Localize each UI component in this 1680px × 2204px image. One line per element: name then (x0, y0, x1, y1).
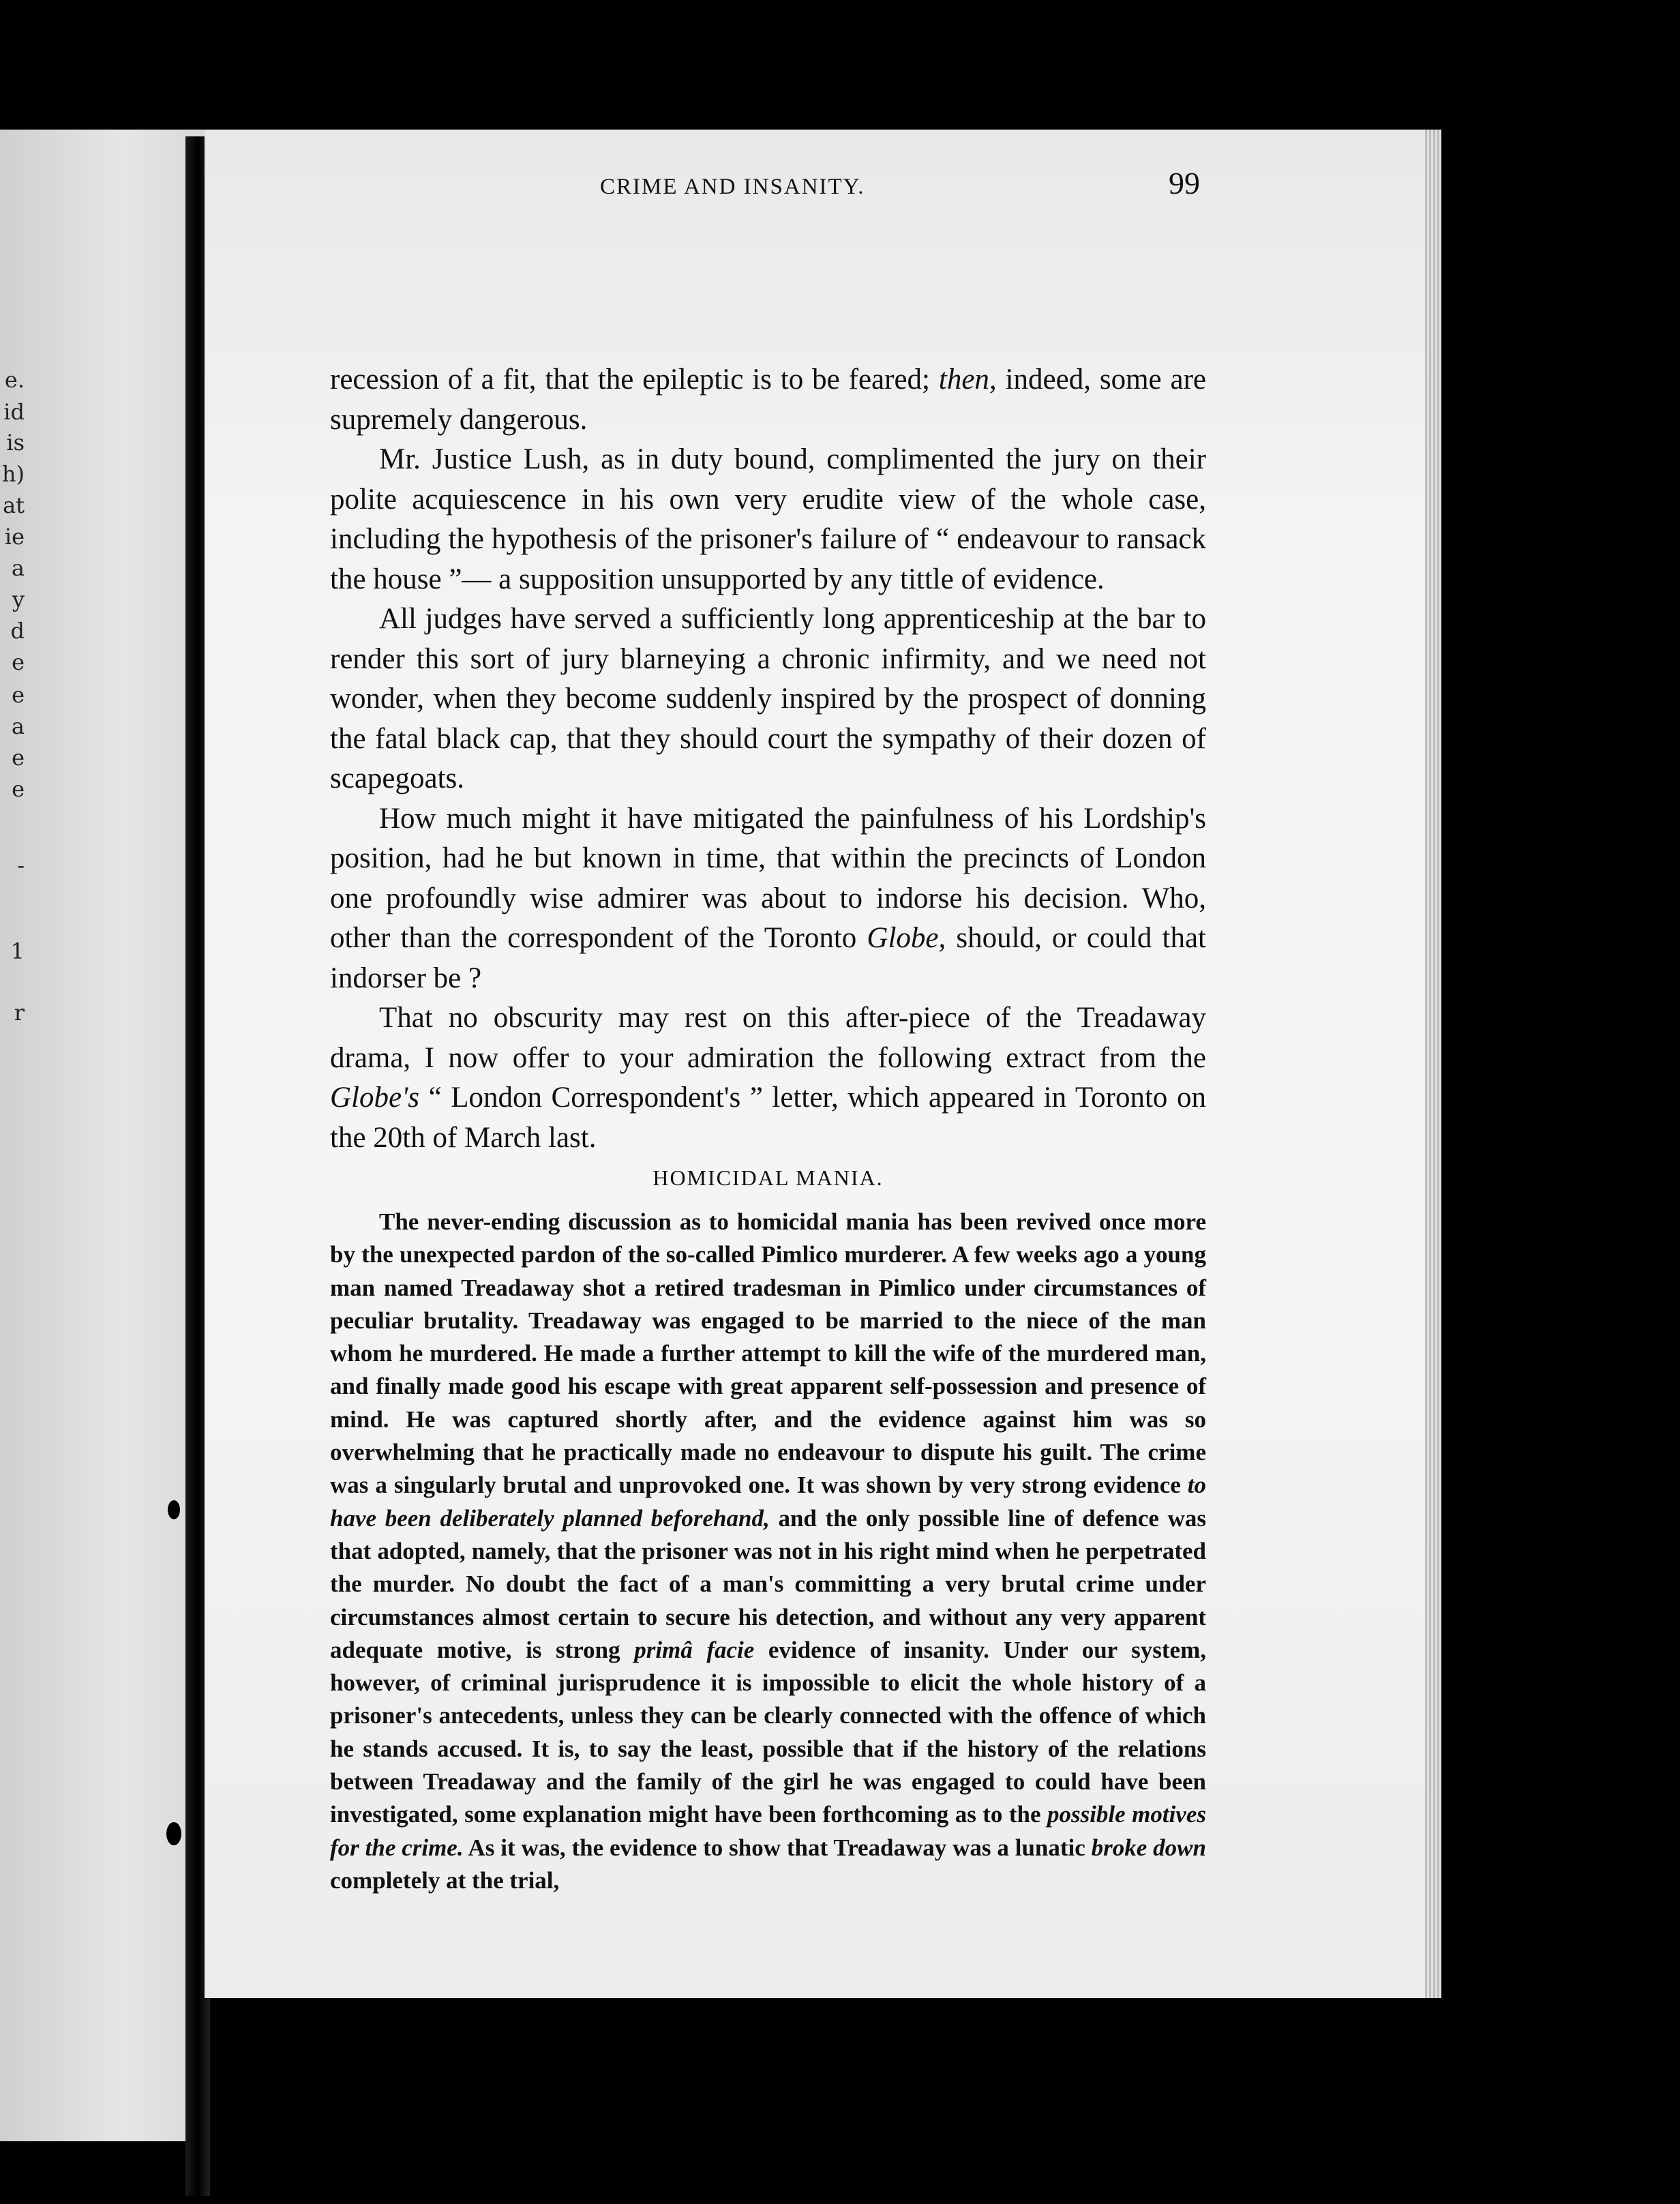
margin-fragment: a (11, 713, 25, 739)
margin-fragment: e (12, 745, 25, 771)
page-body (330, 360, 1206, 1897)
text-segment: How much might it have mitigated the painfulness of his Lordship's position, had he but known in time, that within the precincts of London one profoundly wise admirer was about to indorse his decision. Who, other than the correspondent of the Toronto (330, 802, 1206, 954)
text-segment: As it was, the evidence to show that Treadaway was a lunatic (463, 1834, 1092, 1861)
page-number: 99 (1169, 166, 1200, 200)
text-segment: All judges have served a sufficiently long apprenticeship at the bar to render this sort of jury blarneying a chronic infirmity, and we need not wonder, when they become suddenly inspired by the prospect of donning the fatal black cap, that they should court the sympathy of their dozen of scapegoats. (330, 603, 1206, 794)
italic-text-segment: to have been deliberately planned beforehand, (330, 1472, 1206, 1532)
margin-fragment: id (3, 399, 25, 425)
body-paragraph (330, 998, 1206, 1158)
margin-fragment: e (12, 776, 25, 802)
body-paragraph (330, 360, 1206, 440)
body-paragraph (330, 440, 1206, 599)
italic-text-segment: possible motives for the crime. (330, 1801, 1206, 1861)
text-segment: That no obscurity may rest on this after-piece of the Treadaway drama, I now offer to your admiration the following extract from the (330, 1002, 1206, 1074)
margin-fragment: 1 (10, 938, 25, 964)
text-segment: Mr. Justice Lush, as in duty bound, complimented the jury on their polite acquiescence in his own very erudite view of the whole case, including the hypothesis of the prisoner's failure of “ endeavour to ransack the house ”— a supposition unsupported by any tittle of evidence. (330, 443, 1206, 595)
margin-fragment: a (11, 555, 25, 581)
text-segment: evidence of insanity. Under our system, however, of criminal jurisprudence it is impossible to elicit the whole history of a prisoner's antecedents, unless they can be clearly connected with the offence of which he stands accused. It is, to say the least, possible that if the history of the relations between Treadaway and the family of the girl he was engaged to could have been investigated, some explanation might have been forthcoming as to the (330, 1636, 1206, 1828)
text-segment: The never-ending discussion as to homicidal mania has been revived once more by the unexpected pardon of the so-called Pimlico murderer. A few weeks ago a young man named Treadaway shot a retired tradesman in Pimlico under circumstances of peculiar brutality. Treadaway was engaged to be married to the niece of the man whom he murdered. He made a further attempt to kill the wife of the murdered man, and finally made good his escape with great apparent self-possession and presence of mind. He was captured shortly after, and the evidence against him was so overwhelming that he practically made no endeavour to dispute his guilt. The crime was a singularly brutal and unprovoked one. It was shown by very strong evidence (330, 1208, 1206, 1499)
margin-fragment: y (12, 586, 25, 612)
section-heading: HOMICIDAL MANIA. (652, 1165, 884, 1190)
text-segment: and the only possible line of defence was that adopted, namely, that the prisoner was not in his right mind when he perpetrated the murder. No doubt the fact of a man's committing a very brutal crime under circumstances almost certain to secure his detection, and without any very apparent adequate motive, is strong (330, 1504, 1206, 1663)
margin-fragment: d (10, 618, 25, 644)
margin-fragment: is (6, 430, 25, 456)
margin-fragment: h) (1, 461, 25, 487)
margin-fragment: r (14, 1000, 25, 1026)
margin-fragment: e. (4, 367, 25, 393)
italic-text-segment: Globe's (330, 1082, 420, 1114)
margin-fragment: e (12, 649, 25, 675)
running-head: CRIME AND INSANITY. (600, 175, 865, 199)
text-segment: “ London Correspondent's ” letter, which appeared in Toronto on the 20th of March last. (330, 1082, 1206, 1154)
text-segment: completely at the trial, (330, 1866, 560, 1894)
italic-text-segment: broke down (1091, 1834, 1206, 1861)
body-paragraph (330, 799, 1206, 999)
body-paragraphs (330, 360, 1206, 1158)
italic-text-segment: Globe, (867, 922, 946, 954)
margin-fragment: - (17, 852, 25, 878)
film-speck (168, 1500, 180, 1519)
margin-fragment: e (12, 682, 25, 708)
quoted-extract (330, 1206, 1206, 1897)
page-edge (1425, 130, 1441, 1998)
margin-fragment: ie (4, 524, 25, 550)
italic-text-segment: primâ facie (634, 1636, 755, 1663)
italic-text-segment: then, (938, 363, 997, 396)
page-header (600, 165, 1282, 206)
margin-fragment: at (3, 492, 25, 518)
text-segment: should, or could that indorser be ? (330, 922, 1206, 994)
body-paragraph (330, 599, 1206, 799)
text-segment: indeed, some are supremely dangerous. (330, 363, 1206, 436)
film-speck (166, 1822, 181, 1845)
text-segment: recession of a fit, that the epileptic is to be feared; (330, 363, 939, 396)
